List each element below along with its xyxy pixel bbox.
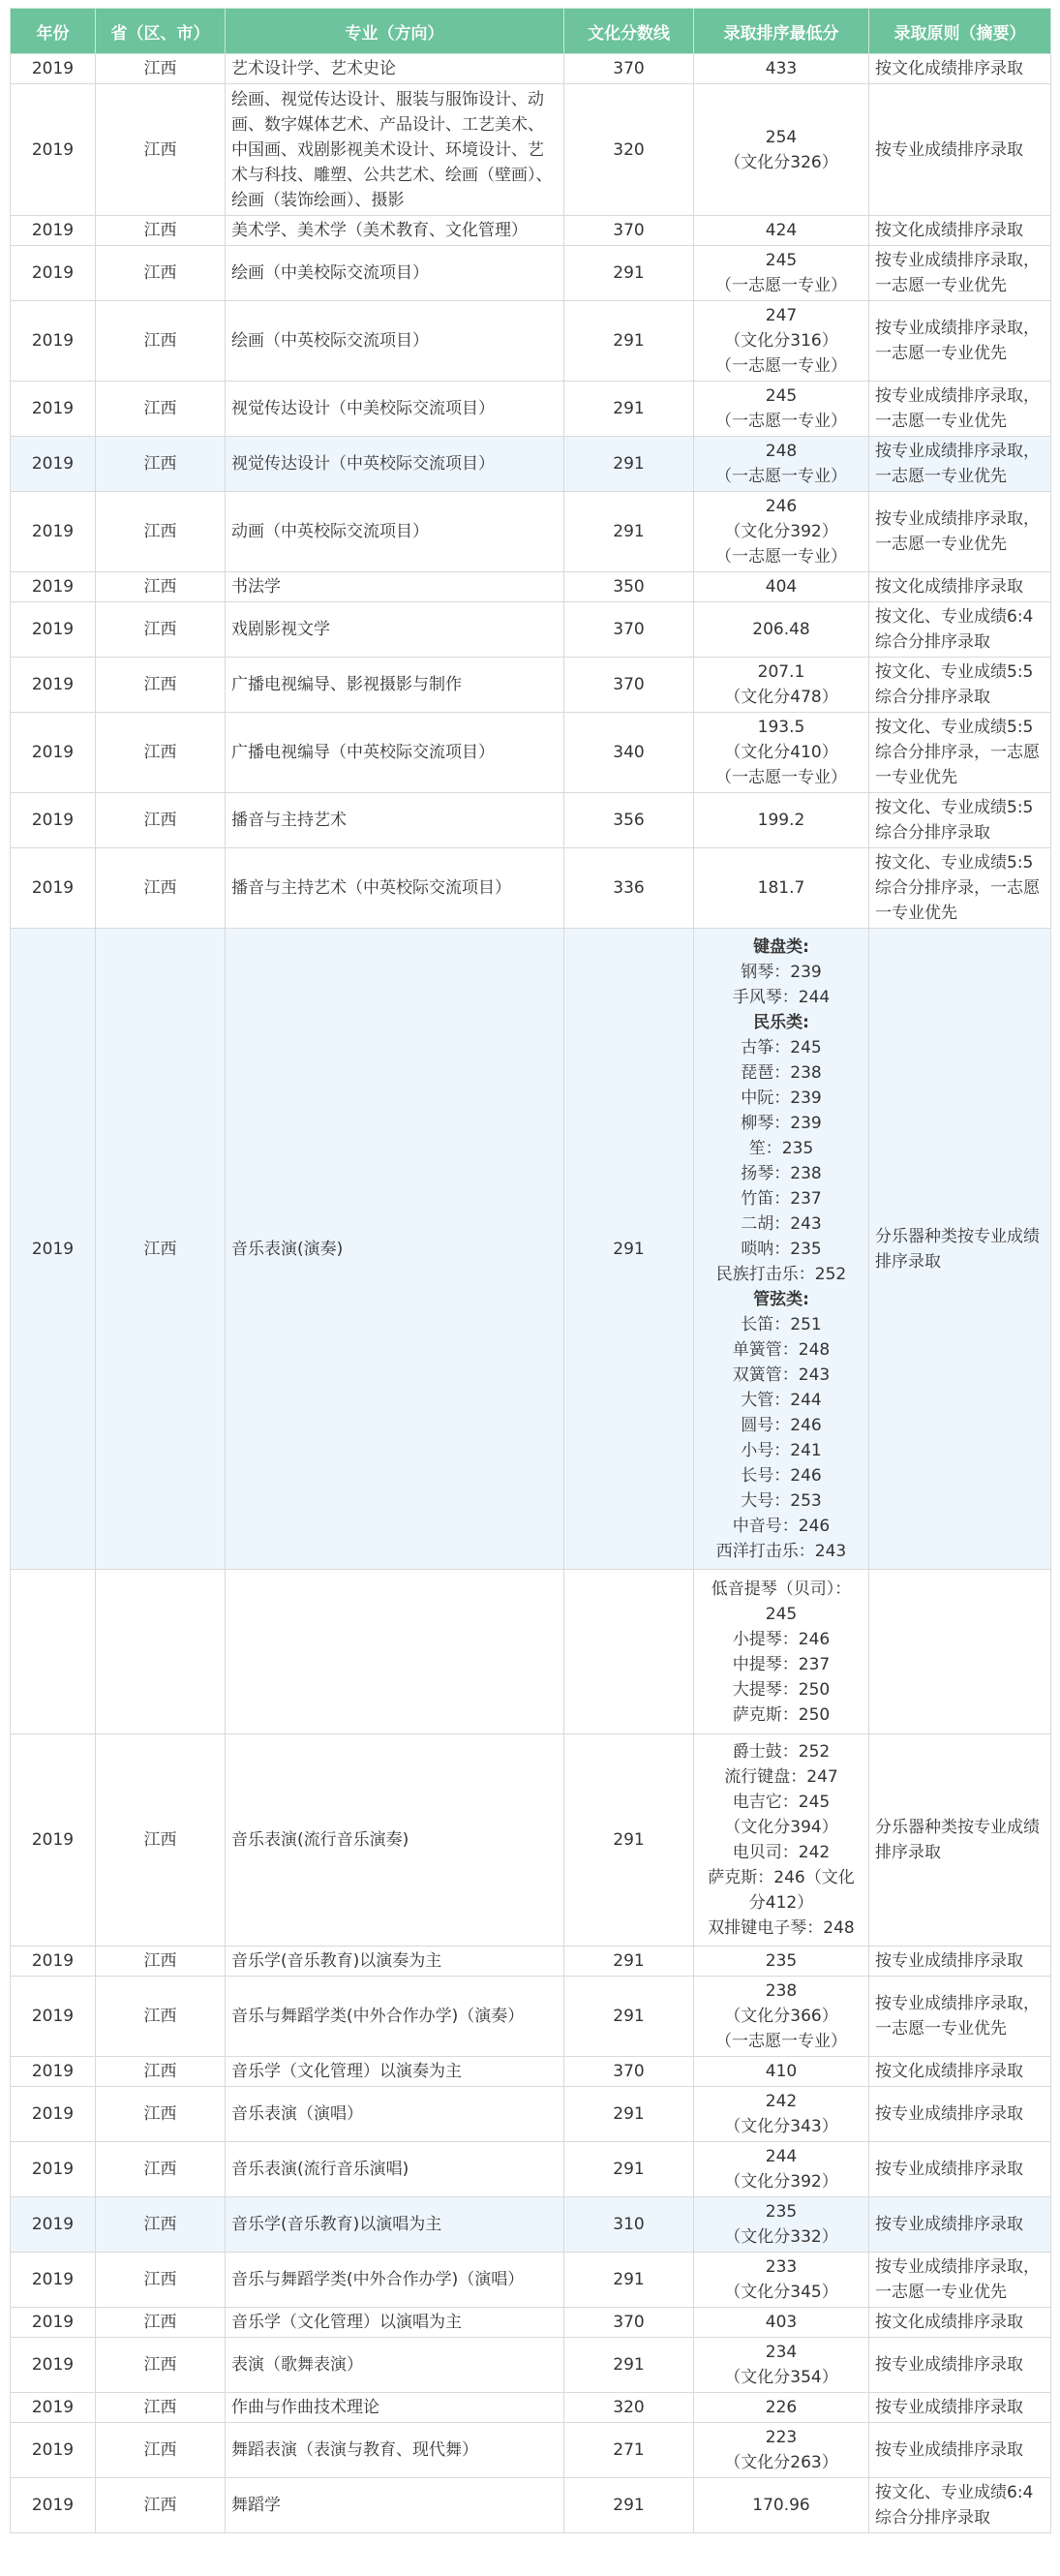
score-line: 181.7 — [757, 878, 805, 898]
header-min-score: 录取排序最低分 — [694, 9, 869, 54]
header-rule: 录取原则（摘要） — [869, 9, 1051, 54]
cell-year: 2019 — [11, 713, 96, 793]
cell-rule: 按文化成绩排序录取 — [869, 2057, 1051, 2087]
table-row — [11, 658, 1051, 713]
score-line: 唢呐：235 — [741, 1239, 822, 1259]
cell-rule: 按文化、专业成绩6:4综合分排序录取 — [869, 2478, 1051, 2533]
cell-major: 音乐学（文化管理）以演唱为主 — [226, 2308, 564, 2338]
cell-major: 绘画（中美校际交流项目） — [226, 246, 564, 301]
score-line: （文化分392） — [724, 2172, 838, 2192]
cell-year: 2019 — [11, 602, 96, 658]
header-province: 省（区、市） — [96, 9, 226, 54]
cell-min-score — [694, 54, 869, 84]
cell-major: 播音与主持艺术 — [226, 793, 564, 848]
cell-year: 2019 — [11, 793, 96, 848]
table-row — [11, 84, 1051, 216]
score-line: （一志愿一专业） — [715, 547, 847, 567]
cell-year: 2019 — [11, 2478, 96, 2533]
score-line: （一志愿一专业） — [715, 768, 847, 787]
admission-table — [10, 8, 1051, 2533]
score-line: 424 — [765, 221, 798, 240]
score-line: （文化分478） — [724, 688, 838, 707]
score-line: 西洋打击乐：243 — [715, 1541, 847, 1561]
cell-year: 2019 — [11, 2197, 96, 2253]
score-line: 244 — [765, 2147, 798, 2166]
score-line: 中音号：246 — [732, 1516, 831, 1536]
cell-rule: 按文化成绩排序录取 — [869, 2308, 1051, 2338]
header-major: 专业（方向） — [226, 9, 564, 54]
score-line: 小号：241 — [741, 1440, 822, 1460]
score-line: 433 — [765, 59, 798, 78]
cell-province: 江西 — [96, 2423, 226, 2478]
score-line: 245 — [765, 386, 798, 406]
cell-culture-line: 271 — [564, 2423, 694, 2478]
cell-min-score — [694, 713, 869, 793]
cell-province: 江西 — [96, 2338, 226, 2393]
cell-major: 绘画、视觉传达设计、服装与服饰设计、动画、数字媒体艺术、产品设计、工艺美术、中国画、戏剧影视美术设计、环境设计、艺术与科技、雕塑、公共艺术、绘画（壁画）、绘画（装饰绘画）、摄影 — [226, 84, 564, 216]
score-line: 404 — [765, 577, 798, 597]
cell-culture-line: 370 — [564, 2057, 694, 2087]
cell-rule: 按文化成绩排序录取 — [869, 216, 1051, 246]
table-row — [11, 216, 1051, 246]
score-line: 170.96 — [752, 2496, 810, 2515]
cell-major: 音乐与舞蹈学类(中外合作办学)（演唱） — [226, 2253, 564, 2308]
cell-rule: 按文化、专业成绩5:5综合分排序录，一志愿一专业优先 — [869, 713, 1051, 793]
cell-culture-line: 370 — [564, 54, 694, 84]
cell-culture-line: 350 — [564, 572, 694, 602]
score-line: 大管：244 — [741, 1390, 822, 1410]
score-line: （文化分316） — [724, 331, 838, 351]
table-row — [11, 437, 1051, 492]
cell-culture-line — [564, 1570, 694, 1734]
cell-culture-line: 291 — [564, 246, 694, 301]
score-line: 247 — [765, 306, 798, 325]
table-row — [11, 382, 1051, 437]
cell-rule: 分乐器种类按专业成绩排序录取 — [869, 929, 1051, 1570]
score-line: 206.48 — [752, 620, 810, 639]
score-line: 萨克斯：246（文化分412） — [708, 1868, 855, 1913]
score-category-label: 键盘类: — [753, 936, 809, 957]
score-line: （文化分343） — [724, 2117, 838, 2136]
score-line: 琵琶：238 — [741, 1062, 822, 1083]
score-line: （文化分410） — [724, 743, 838, 762]
score-line: 爵士鼓：252 — [732, 1742, 831, 1762]
score-line: 双簧管：243 — [732, 1365, 831, 1385]
cell-rule: 按专业成绩排序录取 — [869, 2087, 1051, 2142]
cell-province: 江西 — [96, 2087, 226, 2142]
cell-culture-line: 310 — [564, 2197, 694, 2253]
table-row — [11, 2197, 1051, 2253]
cell-min-score — [694, 216, 869, 246]
cell-major: 音乐表演（演唱） — [226, 2087, 564, 2142]
cell-province: 江西 — [96, 246, 226, 301]
score-line: 235 — [765, 1951, 798, 1971]
score-line: 二胡：243 — [741, 1213, 822, 1234]
cell-min-score — [694, 929, 869, 1570]
cell-year: 2019 — [11, 2142, 96, 2197]
cell-province: 江西 — [96, 84, 226, 216]
cell-min-score — [694, 492, 869, 572]
score-line: 246 — [765, 497, 798, 516]
cell-province: 江西 — [96, 54, 226, 84]
score-line: 223 — [765, 2428, 798, 2447]
score-line: 柳琴：239 — [741, 1113, 822, 1133]
cell-min-score — [694, 658, 869, 713]
cell-culture-line: 320 — [564, 2393, 694, 2423]
score-line: 手风琴：244 — [732, 987, 831, 1007]
cell-culture-line: 291 — [564, 301, 694, 382]
cell-province: 江西 — [96, 2197, 226, 2253]
cell-major: 广播电视编导、影视摄影与制作 — [226, 658, 564, 713]
cell-province: 江西 — [96, 2308, 226, 2338]
cell-culture-line: 291 — [564, 1947, 694, 1977]
cell-year: 2019 — [11, 929, 96, 1570]
cell-province: 江西 — [96, 492, 226, 572]
score-line: 大提琴：250 — [732, 1679, 831, 1700]
score-line: 410 — [765, 2062, 798, 2081]
header-year: 年份 — [11, 9, 96, 54]
table-row — [11, 246, 1051, 301]
cell-culture-line: 356 — [564, 793, 694, 848]
score-line: 扬琴：238 — [741, 1163, 822, 1183]
cell-year: 2019 — [11, 492, 96, 572]
score-line: 233 — [765, 2257, 798, 2277]
cell-culture-line: 291 — [564, 2478, 694, 2533]
cell-min-score — [694, 2087, 869, 2142]
cell-province: 江西 — [96, 1977, 226, 2057]
cell-min-score — [694, 2253, 869, 2308]
score-line: 234 — [765, 2343, 798, 2362]
cell-year: 2019 — [11, 382, 96, 437]
table-row — [11, 2142, 1051, 2197]
cell-major: 作曲与作曲技术理论 — [226, 2393, 564, 2423]
cell-year: 2019 — [11, 54, 96, 84]
cell-rule: 按文化成绩排序录取 — [869, 572, 1051, 602]
cell-province: 江西 — [96, 2478, 226, 2533]
cell-culture-line: 291 — [564, 1734, 694, 1947]
cell-culture-line: 370 — [564, 2308, 694, 2338]
table-row — [11, 602, 1051, 658]
cell-province: 江西 — [96, 929, 226, 1570]
cell-rule: 按文化、专业成绩5:5综合分排序录取 — [869, 658, 1051, 713]
score-line: （文化分354） — [724, 2368, 838, 2387]
table-row — [11, 713, 1051, 793]
table-row — [11, 572, 1051, 602]
cell-rule: 分乐器种类按专业成绩排序录取 — [869, 1734, 1051, 1947]
cell-rule: 按文化、专业成绩5:5综合分排序录，一志愿一专业优先 — [869, 848, 1051, 929]
cell-culture-line: 370 — [564, 602, 694, 658]
cell-province: 江西 — [96, 437, 226, 492]
table-row — [11, 848, 1051, 929]
cell-culture-line: 291 — [564, 382, 694, 437]
cell-year: 2019 — [11, 301, 96, 382]
score-category-label: 管弦类: — [753, 1289, 809, 1309]
cell-min-score — [694, 1734, 869, 1947]
cell-province: 江西 — [96, 2142, 226, 2197]
table-row — [11, 2253, 1051, 2308]
cell-rule: 按专业成绩排序录取 — [869, 2393, 1051, 2423]
score-line: 大号：253 — [741, 1490, 822, 1511]
cell-rule: 按专业成绩排序录取 — [869, 2338, 1051, 2393]
cell-min-score — [694, 848, 869, 929]
table-row — [11, 793, 1051, 848]
cell-major: 广播电视编导（中英校际交流项目） — [226, 713, 564, 793]
table-body — [11, 54, 1051, 2533]
cell-major — [226, 1570, 564, 1734]
cell-rule: 按专业成绩排序录取，一志愿一专业优先 — [869, 382, 1051, 437]
score-line: （文化分366） — [724, 2007, 838, 2026]
cell-culture-line: 370 — [564, 658, 694, 713]
cell-rule — [869, 1570, 1051, 1734]
cell-min-score — [694, 2142, 869, 2197]
cell-major: 美术学、美术学（美术教育、文化管理） — [226, 216, 564, 246]
cell-province: 江西 — [96, 602, 226, 658]
cell-year: 2019 — [11, 2423, 96, 2478]
cell-major: 音乐学(音乐教育)以演唱为主 — [226, 2197, 564, 2253]
cell-province: 江西 — [96, 2393, 226, 2423]
score-line: 笙：235 — [748, 1138, 814, 1158]
score-line: （一志愿一专业） — [715, 2032, 847, 2051]
cell-culture-line: 291 — [564, 2338, 694, 2393]
cell-year: 2019 — [11, 2393, 96, 2423]
cell-province: 江西 — [96, 2057, 226, 2087]
cell-culture-line: 291 — [564, 437, 694, 492]
cell-year: 2019 — [11, 658, 96, 713]
cell-rule: 按文化、专业成绩5:5综合分排序录取 — [869, 793, 1051, 848]
table-row — [11, 1977, 1051, 2057]
cell-min-score — [694, 2338, 869, 2393]
cell-province — [96, 1570, 226, 1734]
score-line: 低音提琴（贝司）：245 — [711, 1579, 852, 1624]
cell-major: 视觉传达设计（中英校际交流项目） — [226, 437, 564, 492]
cell-year: 2019 — [11, 216, 96, 246]
cell-min-score — [694, 1977, 869, 2057]
table-header-row — [11, 9, 1051, 54]
cell-culture-line: 336 — [564, 848, 694, 929]
score-line: 207.1 — [757, 662, 805, 682]
score-line: 小提琴：246 — [732, 1629, 831, 1649]
score-line: 403 — [765, 2313, 798, 2332]
cell-year — [11, 1570, 96, 1734]
cell-min-score — [694, 2478, 869, 2533]
cell-rule: 按专业成绩排序录取 — [869, 1947, 1051, 1977]
score-line: （文化分392） — [724, 522, 838, 541]
cell-province: 江西 — [96, 1947, 226, 1977]
cell-year: 2019 — [11, 572, 96, 602]
score-line: 单簧管：248 — [732, 1339, 831, 1360]
cell-year: 2019 — [11, 848, 96, 929]
cell-rule: 按专业成绩排序录取 — [869, 2423, 1051, 2478]
cell-min-score — [694, 84, 869, 216]
cell-min-score — [694, 1570, 869, 1734]
cell-major: 舞蹈学 — [226, 2478, 564, 2533]
table-row — [11, 1570, 1051, 1734]
cell-rule: 按专业成绩排序录取 — [869, 2142, 1051, 2197]
cell-rule: 按专业成绩排序录取 — [869, 2197, 1051, 2253]
score-line: 古筝：245 — [741, 1037, 822, 1058]
cell-province: 江西 — [96, 713, 226, 793]
cell-year: 2019 — [11, 2338, 96, 2393]
cell-culture-line: 291 — [564, 2142, 694, 2197]
cell-culture-line: 291 — [564, 929, 694, 1570]
score-line: 长笛：251 — [741, 1314, 822, 1334]
score-line: 中阮：239 — [741, 1088, 822, 1108]
cell-major: 戏剧影视文学 — [226, 602, 564, 658]
cell-province: 江西 — [96, 216, 226, 246]
cell-major: 表演（歌舞表演） — [226, 2338, 564, 2393]
table-row — [11, 54, 1051, 84]
cell-min-score — [694, 246, 869, 301]
cell-major: 绘画（中英校际交流项目） — [226, 301, 564, 382]
cell-major: 音乐与舞蹈学类(中外合作办学)（演奏） — [226, 1977, 564, 2057]
score-line: 长号：246 — [741, 1465, 822, 1486]
cell-min-score — [694, 2057, 869, 2087]
cell-major: 音乐学(音乐教育)以演奏为主 — [226, 1947, 564, 1977]
cell-major: 舞蹈表演（表演与教育、现代舞） — [226, 2423, 564, 2478]
cell-province: 江西 — [96, 382, 226, 437]
score-line: （一志愿一专业） — [715, 276, 847, 295]
table-row — [11, 1947, 1051, 1977]
cell-min-score — [694, 382, 869, 437]
table-row — [11, 2308, 1051, 2338]
table-row — [11, 929, 1051, 1570]
cell-major: 播音与主持艺术（中英校际交流项目） — [226, 848, 564, 929]
cell-year: 2019 — [11, 2057, 96, 2087]
cell-major: 视觉传达设计（中美校际交流项目） — [226, 382, 564, 437]
cell-culture-line: 340 — [564, 713, 694, 793]
cell-culture-line: 291 — [564, 492, 694, 572]
cell-year: 2019 — [11, 2087, 96, 2142]
score-line: 254 — [765, 127, 798, 147]
cell-year: 2019 — [11, 246, 96, 301]
table-row — [11, 492, 1051, 572]
cell-province: 江西 — [96, 658, 226, 713]
cell-province: 江西 — [96, 1734, 226, 1947]
cell-major: 动画（中英校际交流项目） — [226, 492, 564, 572]
cell-min-score — [694, 572, 869, 602]
cell-major: 音乐表演(演奏) — [226, 929, 564, 1570]
cell-culture-line: 370 — [564, 216, 694, 246]
cell-min-score — [694, 301, 869, 382]
cell-year: 2019 — [11, 437, 96, 492]
table-row — [11, 2338, 1051, 2393]
score-line: 226 — [765, 2398, 798, 2417]
cell-major: 书法学 — [226, 572, 564, 602]
cell-rule: 按专业成绩排序录取，一志愿一专业优先 — [869, 2253, 1051, 2308]
score-line: 193.5 — [757, 718, 805, 737]
score-line: （文化分326） — [724, 152, 838, 172]
cell-min-score — [694, 602, 869, 658]
cell-min-score — [694, 793, 869, 848]
score-line: （文化分263） — [724, 2453, 838, 2472]
score-line: 民族打击乐：252 — [715, 1264, 847, 1284]
cell-major: 音乐表演(流行音乐演唱) — [226, 2142, 564, 2197]
cell-min-score — [694, 437, 869, 492]
score-line: 235 — [765, 2202, 798, 2222]
score-line: （一志愿一专业） — [715, 467, 847, 486]
cell-min-score — [694, 2197, 869, 2253]
cell-province: 江西 — [96, 793, 226, 848]
table-row — [11, 2087, 1051, 2142]
cell-rule: 按专业成绩排序录取，一志愿一专业优先 — [869, 1977, 1051, 2057]
cell-major: 艺术设计学、艺术史论 — [226, 54, 564, 84]
score-line: 248 — [765, 442, 798, 461]
table-row — [11, 2423, 1051, 2478]
score-line: 中提琴：237 — [732, 1654, 831, 1674]
cell-rule: 按文化成绩排序录取 — [869, 54, 1051, 84]
score-line: 萨克斯：250 — [732, 1704, 831, 1725]
cell-rule: 按文化、专业成绩6:4综合分排序录取 — [869, 602, 1051, 658]
header-culture-line: 文化分数线 — [564, 9, 694, 54]
score-line: 钢琴：239 — [741, 962, 822, 982]
score-line: 圆号：246 — [741, 1415, 822, 1435]
score-line: 238 — [765, 1981, 798, 2001]
cell-year: 2019 — [11, 2308, 96, 2338]
cell-major: 音乐学（文化管理）以演奏为主 — [226, 2057, 564, 2087]
score-line: 245 — [765, 251, 798, 270]
cell-min-score — [694, 2308, 869, 2338]
cell-province: 江西 — [96, 848, 226, 929]
score-category-label: 民乐类: — [753, 1012, 809, 1032]
cell-year: 2019 — [11, 1977, 96, 2057]
cell-major: 音乐表演(流行音乐演奏) — [226, 1734, 564, 1947]
cell-rule: 按专业成绩排序录取，一志愿一专业优先 — [869, 246, 1051, 301]
cell-culture-line: 291 — [564, 1977, 694, 2057]
cell-year: 2019 — [11, 1947, 96, 1977]
score-line: 双排键电子琴：248 — [708, 1918, 855, 1938]
cell-province: 江西 — [96, 2253, 226, 2308]
score-line: 242 — [765, 2092, 798, 2111]
score-line: （文化分394） — [724, 1818, 838, 1837]
cell-culture-line: 320 — [564, 84, 694, 216]
cell-year: 2019 — [11, 1734, 96, 1947]
score-line: 竹笛：237 — [741, 1188, 822, 1209]
score-line: （文化分345） — [724, 2283, 838, 2302]
cell-rule: 按专业成绩排序录取 — [869, 84, 1051, 216]
cell-min-score — [694, 2393, 869, 2423]
score-line: （一志愿一专业） — [715, 412, 847, 431]
table-row — [11, 2393, 1051, 2423]
cell-year: 2019 — [11, 2253, 96, 2308]
table-row — [11, 301, 1051, 382]
cell-rule: 按专业成绩排序录取，一志愿一专业优先 — [869, 301, 1051, 382]
table-row — [11, 1734, 1051, 1947]
cell-culture-line: 291 — [564, 2087, 694, 2142]
cell-rule: 按专业成绩排序录取，一志愿一专业优先 — [869, 437, 1051, 492]
table-row — [11, 2057, 1051, 2087]
cell-province: 江西 — [96, 572, 226, 602]
score-line: （文化分332） — [724, 2227, 838, 2247]
score-line: 199.2 — [757, 811, 805, 830]
cell-culture-line: 291 — [564, 2253, 694, 2308]
score-line: 电吉它：245 — [732, 1793, 831, 1812]
table-row — [11, 2478, 1051, 2533]
cell-min-score — [694, 2423, 869, 2478]
score-line: 电贝司：242 — [732, 1843, 831, 1862]
cell-year: 2019 — [11, 84, 96, 216]
cell-rule: 按专业成绩排序录取，一志愿一专业优先 — [869, 492, 1051, 572]
cell-min-score — [694, 1947, 869, 1977]
cell-province: 江西 — [96, 301, 226, 382]
score-line: 流行键盘：247 — [724, 1767, 838, 1787]
score-line: （一志愿一专业） — [715, 356, 847, 376]
